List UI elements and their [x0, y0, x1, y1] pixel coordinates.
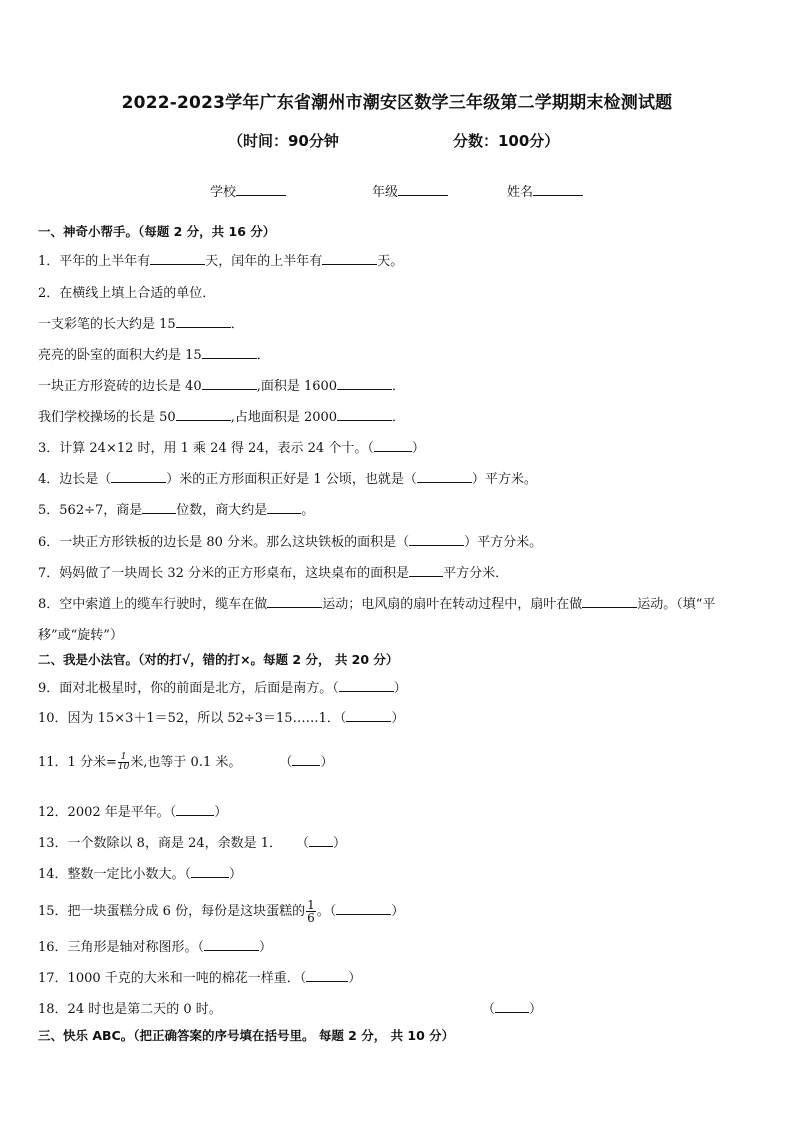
question-1	[38, 250, 403, 269]
q12-text-b: ）	[214, 805, 228, 820]
q2c-text-c: ．	[392, 379, 406, 394]
q18-answer-blank[interactable]	[495, 1000, 529, 1013]
q15-answer-blank[interactable]	[336, 902, 391, 915]
question-8-continued: 移”或“旋转”）	[38, 628, 123, 643]
q2b-text-a: 亮亮的卧室的面积大约是 15	[38, 348, 202, 363]
q11-text-d: ）	[320, 755, 334, 770]
q2d-blank-2[interactable]	[337, 408, 392, 421]
q13-text-a: 13．一个数除以 8，商是 24，余数是 1．	[38, 836, 283, 851]
q16-text-b: ）	[259, 940, 273, 955]
q2a-text-a: 一支彩笔的长大约是 15	[38, 317, 176, 332]
q17-answer-blank[interactable]	[306, 969, 348, 982]
grade-blank[interactable]	[398, 183, 448, 196]
q4-text-c: ）平方米。	[471, 472, 537, 487]
exam-score: 分数：100分）	[453, 132, 560, 150]
q16-text-a: 16．三角形是轴对称图形。（	[38, 940, 205, 955]
question-12	[38, 801, 227, 820]
q15-fraction	[306, 899, 316, 924]
q3-text-a: 3．计算 24×12 时，用 1 乘 24 得 24，表示 24 个十。（	[38, 441, 374, 456]
school-blank[interactable]	[236, 183, 286, 196]
q4-blank-2[interactable]	[417, 470, 472, 483]
question-2: 2．在横线上填上合适的单位．	[38, 286, 216, 301]
q2a-blank[interactable]	[176, 315, 231, 328]
name-blank[interactable]	[533, 183, 583, 196]
name-field	[507, 181, 583, 200]
question-15	[38, 899, 404, 924]
grade-label: 年级	[372, 185, 399, 200]
q2c-text-a: 一块正方形瓷砖的边长是 40	[38, 379, 202, 394]
q2c-text-b: ,面积是 1600	[256, 379, 338, 394]
question-14	[38, 863, 242, 882]
q15-text-c: ）	[391, 904, 405, 919]
q13-text-c: ）	[333, 836, 347, 851]
q2b-blank[interactable]	[202, 346, 257, 359]
q9-answer-blank[interactable]	[339, 679, 394, 692]
grade-field	[372, 181, 448, 200]
q12-answer-blank[interactable]	[176, 803, 214, 816]
q6-text-b: ）平方分米。	[464, 535, 543, 550]
q11-denominator: 10	[117, 762, 130, 772]
question-17	[38, 967, 361, 986]
q10-answer-blank[interactable]	[346, 709, 391, 722]
q2a-text-b: ．	[230, 317, 244, 332]
page-title: 2022-2023学年广东省潮州市潮安区数学三年级第二学期期末检测试题	[121, 93, 673, 113]
q1-blank-1[interactable]	[150, 252, 205, 265]
q15-text-b: 。（	[316, 904, 337, 919]
question-11	[38, 751, 333, 772]
q4-text-a: 4．边长是（	[38, 472, 112, 487]
question-18	[38, 998, 222, 1017]
q15-denominator: 6	[307, 911, 315, 925]
section-3-heading: 三、快乐 ABC。（把正确答案的序号填在括号里。 每题 2 分， 共 10 分）	[38, 1028, 455, 1043]
q5-text-a: 5．562÷7，商是	[38, 503, 143, 518]
q10-text-b: ）	[391, 711, 405, 726]
question-2b	[38, 344, 270, 363]
q8-blank-2[interactable]	[582, 595, 637, 608]
q11-numerator: 1	[118, 753, 129, 763]
q3-text-b: ）	[411, 441, 425, 456]
q13-text-b: （	[296, 836, 310, 851]
question-16	[38, 936, 272, 955]
q2c-blank-2[interactable]	[337, 377, 392, 390]
q2b-text-b: ．	[256, 348, 270, 363]
question-18-answer	[482, 998, 542, 1017]
q9-text-b: ）	[393, 681, 407, 696]
q5-text-c: 。	[301, 503, 315, 518]
question-2d	[38, 406, 405, 425]
q5-blank-2[interactable]	[267, 501, 301, 514]
q8-text-c: 运动。（填“平	[637, 597, 716, 612]
q18-text-b: （	[482, 1002, 496, 1017]
q6-text-a: 6．一块正方形铁板的边长是 80 分米。那么这块铁板的面积是（	[38, 535, 410, 550]
school-field	[210, 181, 286, 200]
q5-blank-1[interactable]	[142, 501, 176, 514]
q4-blank-1[interactable]	[111, 470, 166, 483]
q8-text-a: 8．空中索道上的缆车行驶时，缆车在做	[38, 597, 268, 612]
question-8	[38, 593, 715, 612]
question-13	[38, 832, 346, 851]
q7-text-b: 平方分米．	[443, 566, 509, 581]
question-3	[38, 437, 425, 456]
q8-blank-1[interactable]	[267, 595, 322, 608]
q2d-blank-1[interactable]	[176, 408, 231, 421]
q14-answer-blank[interactable]	[191, 865, 229, 878]
q4-text-b: ）米的正方形面积正好是 1 公顷，也就是（	[166, 472, 417, 487]
q6-blank[interactable]	[409, 533, 464, 546]
q12-text-a: 12．2002 年是平年。（	[38, 805, 177, 820]
q18-text-a: 18．24 时也是第二天的 0 时。	[38, 1002, 222, 1017]
q13-answer-blank[interactable]	[309, 834, 333, 847]
name-label: 姓名	[507, 185, 534, 200]
q1-text-a: 1．平年的上半年有	[38, 254, 151, 269]
question-2a	[38, 313, 244, 332]
q8-text-b: 运动；电风扇的扇叶在转动过程中，扇叶在做	[322, 597, 583, 612]
q11-text-b: 米,也等于 0.1 米。	[130, 755, 242, 770]
q11-text-a: 11．1 分米=	[38, 755, 117, 770]
section-2-heading: 二、我是小法官。（对的打√，错的打×。每题 2 分， 共 20 分）	[38, 652, 399, 667]
q1-blank-2[interactable]	[322, 252, 377, 265]
q10-text-a: 10．因为 15×3＋1＝52，所以 52÷3＝15……1．（	[38, 711, 347, 726]
q2c-blank-1[interactable]	[202, 377, 257, 390]
q3-answer-blank[interactable]	[374, 439, 412, 452]
section-1-heading: 一、神奇小帮手。（每题 2 分，共 16 分）	[38, 224, 276, 239]
q7-text-a: 7．妈妈做了一块周长 32 分米的正方形桌布，这块桌布的面积是	[38, 566, 410, 581]
q11-answer-blank[interactable]	[292, 753, 320, 766]
school-label: 学校	[210, 185, 237, 200]
q11-fraction	[118, 753, 129, 772]
q2d-text-b: ,占地面积是 2000	[230, 410, 338, 425]
q17-text-b: ）	[348, 971, 362, 986]
exam-time: （时间：90分钟	[228, 132, 339, 150]
q18-text-c: ）	[529, 1002, 543, 1017]
question-2c	[38, 375, 405, 394]
q11-text-c: （	[279, 755, 293, 770]
q17-text-a: 17．1000 千克的大米和一吨的棉花一样重．（	[38, 971, 307, 986]
q14-text-b: ）	[229, 867, 243, 882]
question-5	[38, 499, 314, 518]
question-10	[38, 707, 404, 726]
q1-text-b: 天，闰年的上半年有	[205, 254, 323, 269]
question-9	[38, 677, 407, 696]
q14-text-a: 14．整数一定比小数大。（	[38, 867, 192, 882]
q5-text-b: 位数，商大约是	[176, 503, 268, 518]
question-6	[38, 531, 542, 550]
q15-text-a: 15．把一块蛋糕分成 6 份，每份是这块蛋糕的	[38, 904, 306, 919]
q9-text-a: 9．面对北极星时，你的前面是北方，后面是南方。（	[38, 681, 339, 696]
q1-text-c: 天。	[377, 254, 404, 269]
question-7	[38, 562, 508, 581]
q15-numerator: 1	[307, 898, 315, 912]
q16-answer-blank[interactable]	[204, 938, 259, 951]
q2d-text-a: 我们学校操场的长是 50	[38, 410, 176, 425]
question-4	[38, 468, 537, 487]
q2d-text-c: ．	[392, 410, 406, 425]
q7-blank[interactable]	[409, 564, 443, 577]
